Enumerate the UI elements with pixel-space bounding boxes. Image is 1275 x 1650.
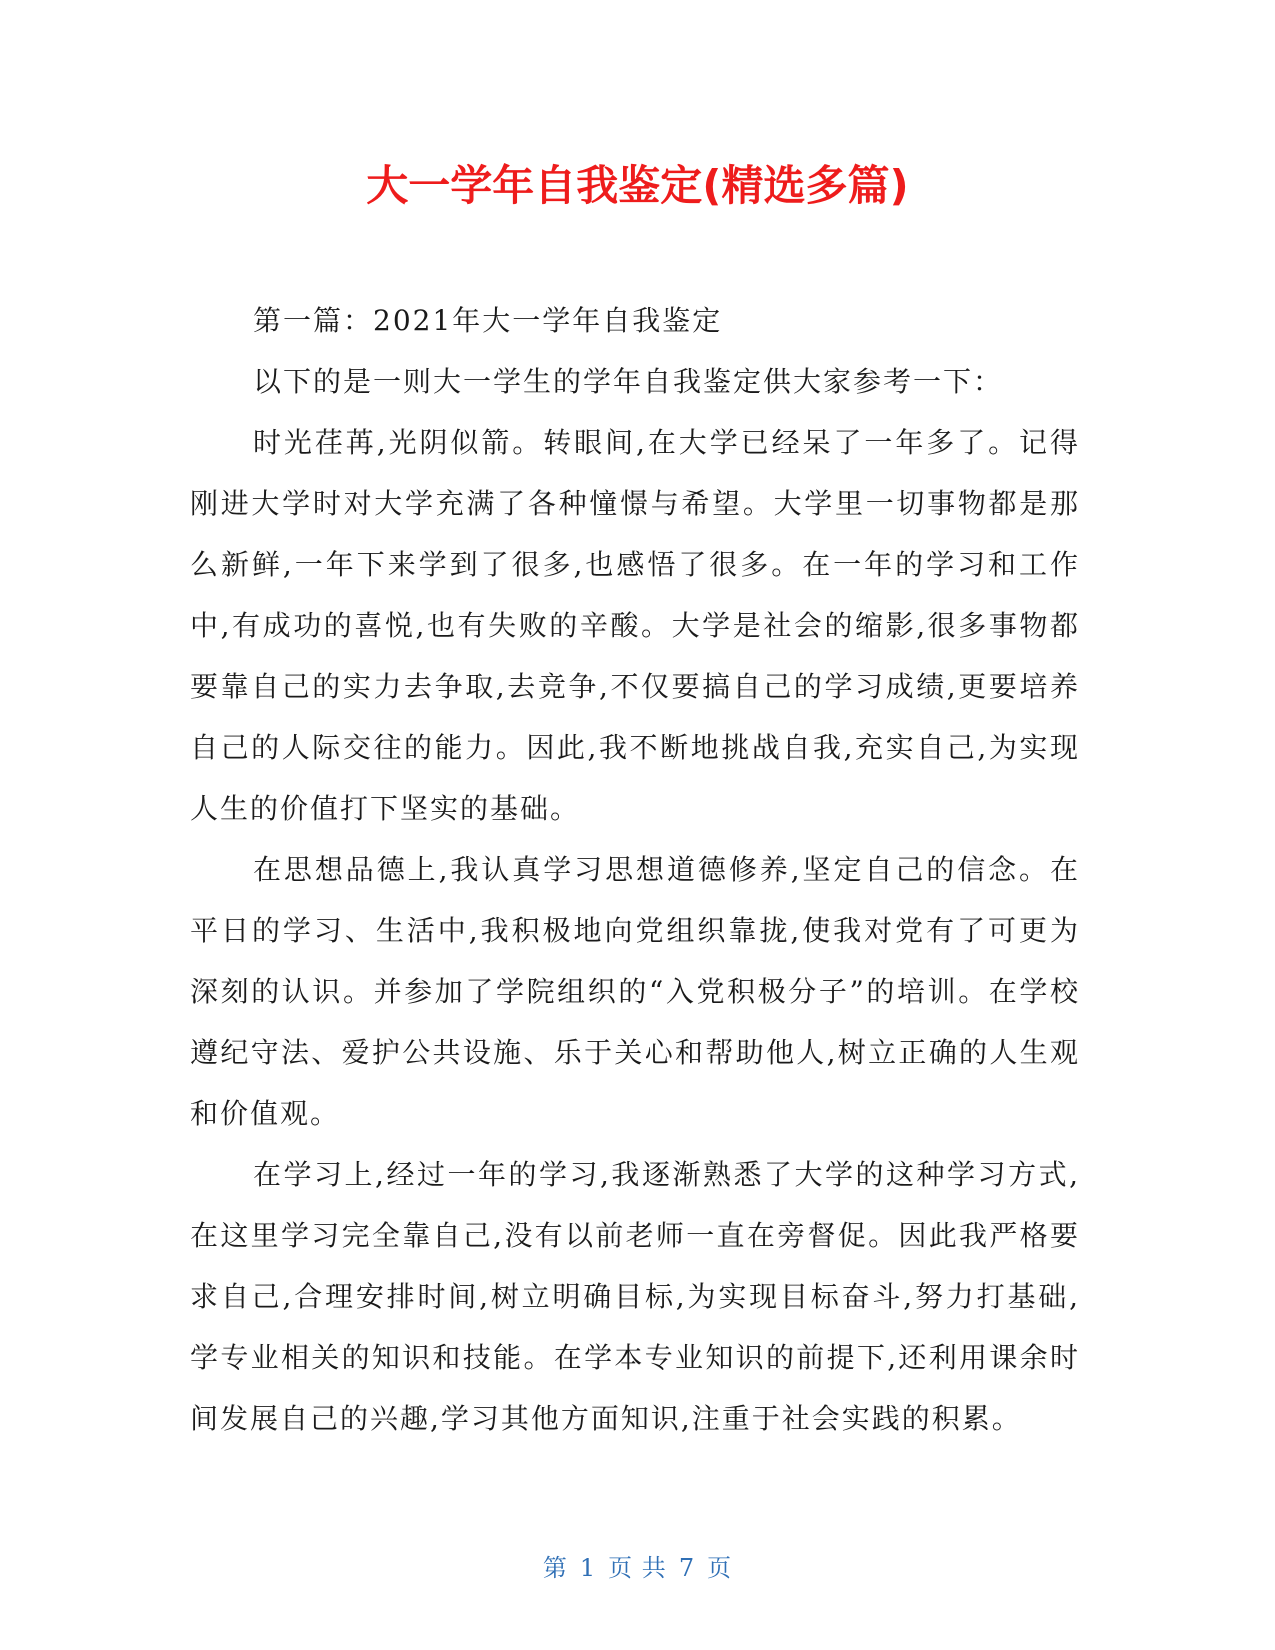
paragraph-2: 在思想品德上,我认真学习思想道德修养,坚定自己的信念。在平日的学习、生活中,我积极地向党组织靠拢,使我对党有了可更为深刻的认识。并参加了学院组织的“入党积极分子”的培训。在学校遵纪守法、爱护公共设施、乐于关心和帮助他人,树立正确的人生观和价值观。 (190, 853, 1080, 1130)
footer-suffix: 页 (707, 1554, 733, 1582)
section-heading: 第一篇：2021年大一学年自我鉴定 (253, 304, 723, 337)
document-body (190, 290, 1080, 1449)
intro-line: 以下的是一则大一学生的学年自我鉴定供大家参考一下： (253, 365, 1004, 398)
document-title: 大一学年自我鉴定(精选多篇) (366, 161, 909, 210)
footer-middle: 页 共 (608, 1554, 667, 1582)
page-footer (0, 1552, 1275, 1584)
paragraph-1: 时光荏苒,光阴似箭。转眼间,在大学已经呆了一年多了。记得刚进大学时对大学充满了各种憧憬与希望。大学里一切事物都是那么新鲜,一年下来学到了很多,也感悟了很多。在一年的学习和工作中,有成功的喜悦,也有失败的辛酸。大学是社会的缩影,很多事物都要靠自己的实力去争取,去竞争,不仅要搞自己的学习成绩,更要培养自己的人际交往的能力。因此,我不断地挑战自我,充实自己,为实现人生的价值打下坚实的基础。 (190, 426, 1080, 825)
footer-total-pages: 7 (678, 1554, 696, 1582)
footer-prefix: 第 (542, 1554, 568, 1582)
footer-current-page: 1 (579, 1554, 597, 1582)
paragraph-3: 在学习上,经过一年的学习,我逐渐熟悉了大学的这种学习方式,在这里学习完全靠自己,没有以前老师一直在旁督促。因此我严格要求自己,合理安排时间,树立明确目标,为实现目标奋斗,努力打基础,学专业相关的知识和技能。在学本专业知识的前提下,还利用课余时间发展自己的兴趣,学习其他方面知识,注重于社会实践的积累。 (190, 1158, 1080, 1435)
